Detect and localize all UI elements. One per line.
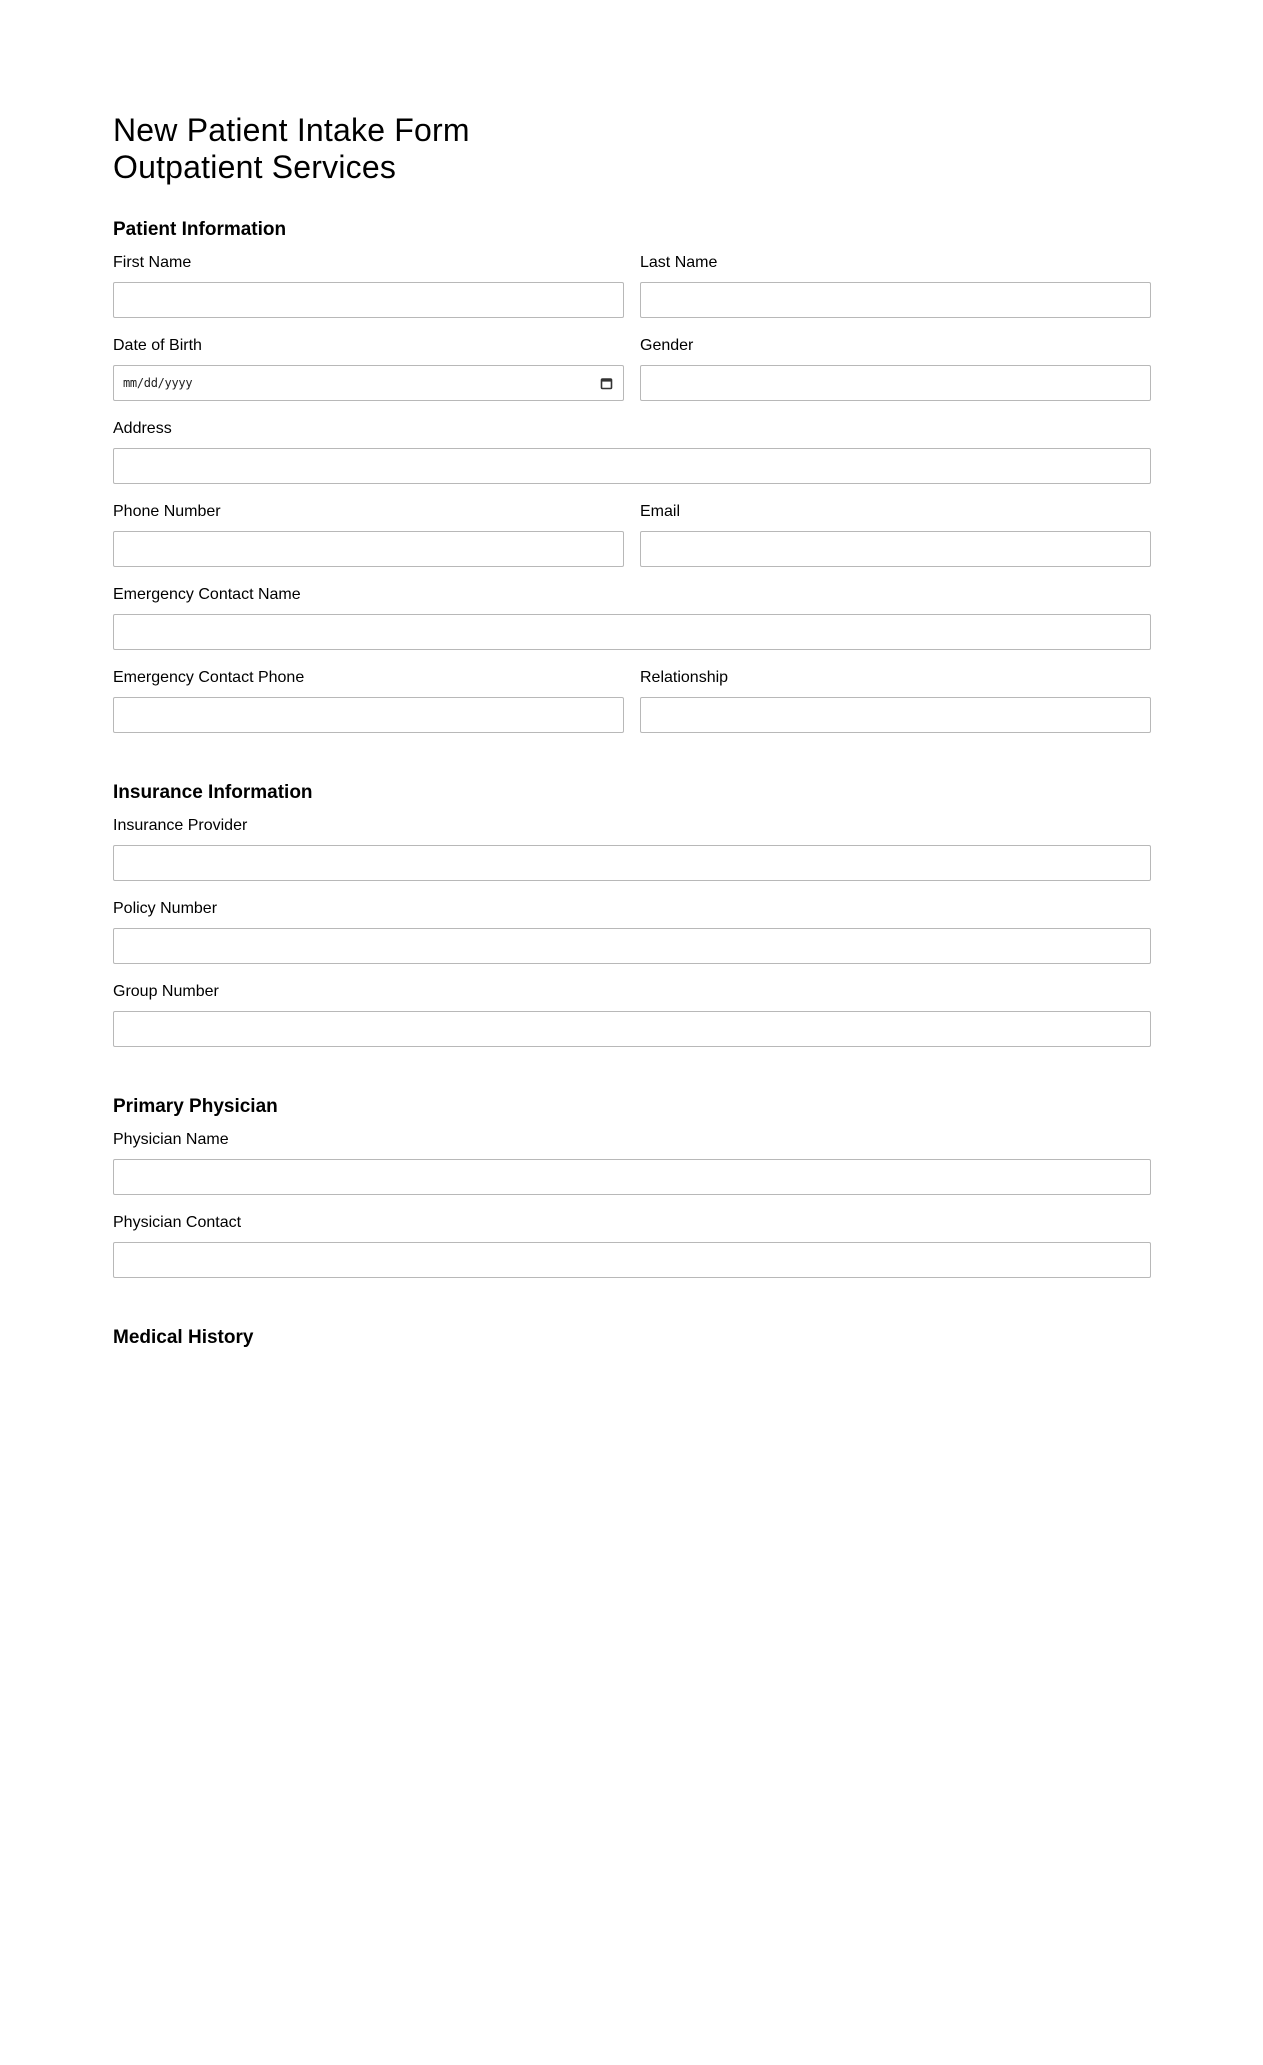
physician-contact-row <box>113 1214 1151 1278</box>
emergency-contact-phone-input[interactable] <box>113 697 624 733</box>
section-title: Insurance Information <box>113 782 313 803</box>
dob-input[interactable] <box>113 365 624 401</box>
page-title-line2: Outpatient Services <box>113 149 397 185</box>
first-name-label: First Name <box>113 254 192 271</box>
emergency-contact-name-field <box>113 586 1151 650</box>
first-name-field <box>113 254 624 318</box>
emergency-contact-name-input[interactable] <box>113 614 1151 650</box>
email-input[interactable] <box>640 531 1151 567</box>
phone-field <box>113 503 624 567</box>
dob-placeholder: mm/dd/yyyy <box>123 376 193 390</box>
relationship-input[interactable] <box>640 697 1151 733</box>
email-field <box>640 503 1151 567</box>
insurance-provider-input[interactable] <box>113 845 1151 881</box>
last-name-label: Last Name <box>640 254 718 271</box>
physician-name-field <box>113 1131 1151 1195</box>
address-row <box>113 420 1151 484</box>
insurance-provider-label: Insurance Provider <box>113 817 248 834</box>
policy-number-input[interactable] <box>113 928 1151 964</box>
gender-input[interactable] <box>640 365 1151 401</box>
calendar-icon[interactable] <box>600 377 613 390</box>
section-title: Medical History <box>113 1327 254 1348</box>
section-primary-physician <box>113 1096 1151 1278</box>
insurance-provider-row <box>113 817 1151 881</box>
physician-name-row <box>113 1131 1151 1195</box>
page-title-line1: New Patient Intake Form <box>113 112 470 148</box>
emergency-contact-phone-field <box>113 669 624 733</box>
emergency-phone-row <box>113 669 1151 733</box>
relationship-label: Relationship <box>640 669 729 686</box>
last-name-input[interactable] <box>640 282 1151 318</box>
emergency-name-row <box>113 586 1151 650</box>
policy-number-field <box>113 900 1151 964</box>
section-medical-history <box>113 1327 1151 1349</box>
gender-field <box>640 337 1151 401</box>
address-input[interactable] <box>113 448 1151 484</box>
address-field <box>113 420 1151 484</box>
relationship-field <box>640 669 1151 733</box>
group-number-row <box>113 983 1151 1047</box>
emergency-contact-name-label: Emergency Contact Name <box>113 586 301 603</box>
insurance-provider-field <box>113 817 1151 881</box>
physician-contact-field <box>113 1214 1151 1278</box>
first-name-input[interactable] <box>113 282 624 318</box>
contact-row <box>113 503 1151 567</box>
physician-contact-input[interactable] <box>113 1242 1151 1278</box>
group-number-label: Group Number <box>113 983 219 1000</box>
address-label: Address <box>113 420 172 437</box>
section-title: Patient Information <box>113 219 287 240</box>
page-title <box>113 112 1151 186</box>
group-number-input[interactable] <box>113 1011 1151 1047</box>
emergency-contact-phone-label: Emergency Contact Phone <box>113 669 305 686</box>
section-patient-information <box>113 219 1151 733</box>
dob-gender-row <box>113 337 1151 401</box>
intake-form <box>113 112 1151 1349</box>
email-label: Email <box>640 503 681 520</box>
phone-label: Phone Number <box>113 503 221 520</box>
dob-label: Date of Birth <box>113 337 202 354</box>
physician-name-input[interactable] <box>113 1159 1151 1195</box>
dob-field <box>113 337 624 401</box>
section-title: Primary Physician <box>113 1096 278 1117</box>
gender-label: Gender <box>640 337 694 354</box>
name-row <box>113 254 1151 318</box>
policy-number-row <box>113 900 1151 964</box>
section-insurance-information <box>113 782 1151 1047</box>
physician-name-label: Physician Name <box>113 1131 229 1148</box>
policy-number-label: Policy Number <box>113 900 218 917</box>
last-name-field <box>640 254 1151 318</box>
group-number-field <box>113 983 1151 1047</box>
phone-input[interactable] <box>113 531 624 567</box>
physician-contact-label: Physician Contact <box>113 1214 242 1231</box>
